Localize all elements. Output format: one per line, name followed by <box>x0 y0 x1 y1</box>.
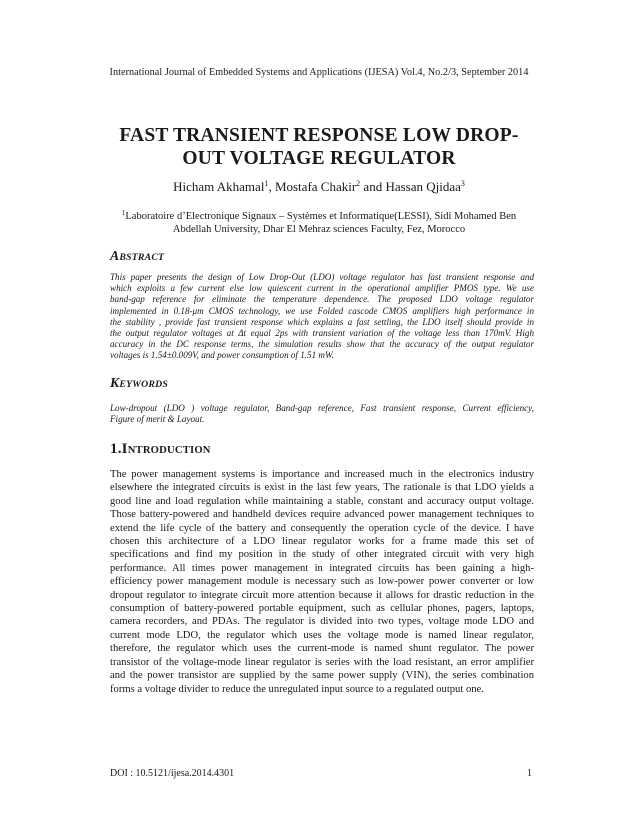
affiliation-text: Laboratoire d’Electronique Signaux – Systèmes et Informatique(LESSI), Sidi Mohamed Ben <box>125 211 517 222</box>
abstract-heading <box>110 248 164 264</box>
body-line: transistor of the voltage-mode linear regulator is series with the load resistant, an error amplifier <box>110 656 534 668</box>
heading-rest: NTRODUCTION <box>127 445 211 456</box>
heading-initial: A <box>110 248 120 263</box>
abstract-line: voltages is 1.54±0.009V, and power consumption of 1.51 mW. <box>110 350 334 361</box>
body-line: consumption of battery-powered portable equipment, such as cellular phones, pagers, laptops, <box>110 603 534 615</box>
heading-initial: K <box>110 375 120 390</box>
author-affiliation-mark: 1 <box>264 179 269 188</box>
affiliation-mark: 1 <box>121 209 126 217</box>
abstract-body <box>110 272 534 362</box>
body-line: The power management systems is importance and increased much in the electronics industry <box>110 469 534 480</box>
doi-footer: DOI : 10.5121/ijesa.2014.4301 <box>110 768 235 779</box>
title-line: OUT VOLTAGE REGULATOR <box>182 148 456 169</box>
page-number: 1 <box>527 768 532 779</box>
keywords-heading <box>110 375 168 391</box>
keywords-line: Figure of merit & Layout. <box>110 414 205 425</box>
affiliation-line: Abdellah University, Dhar El Mehraz sciences Faculty, Fez, Morocco <box>172 224 466 235</box>
body-line: extend the life cycle of the battery and consequently the operation cycle of the device. I have <box>110 522 534 534</box>
introduction-body <box>110 468 534 696</box>
abstract-line: band-gap reference for eliminate the temperature dependence. The proposed LDO voltage regulator <box>110 294 534 305</box>
affiliation-line <box>100 207 538 223</box>
author-affiliation-mark: 3 <box>460 179 465 188</box>
keywords-body <box>110 403 534 425</box>
body-line: Those battery-powered and handheld devices require advanced power management techniques to <box>110 509 534 521</box>
body-line: performance. All times power management in integrated circuits has been gaining a high- <box>110 562 534 574</box>
body-line: chosen this architecture of a LDO linear regulator works for a frame made this set of <box>110 536 534 548</box>
paper-title <box>80 124 558 170</box>
journal-header: International Journal of Embedded Systems and Applications (IJESA) Vol.4, No.2/3, September 2014 <box>109 67 529 78</box>
author-list <box>0 179 638 195</box>
body-line: therefore, the regulator which uses the current-mode is named shunt regulator. The power <box>110 643 534 655</box>
affiliation <box>100 207 538 236</box>
abstract-line: accuracy in the DC response terms, the simulation results show that the accuracy of the output regulator <box>110 339 534 350</box>
abstract-line: the output regulator voltages at Δt equal 2ps with transient variation of the voltage less than 170mV. High <box>110 328 534 339</box>
heading-rest: EYWORDS <box>119 379 169 390</box>
body-line: efficiency power management module is necessary such as low-power power converter or low <box>110 576 534 588</box>
title-line: FAST TRANSIENT RESPONSE LOW DROP- <box>119 125 519 146</box>
body-line: current mode LDO, the regulator which uses the voltage mode is named linear regulator, <box>110 629 534 641</box>
body-line: forms a voltage divider to reduce the unregulated input source to a regulated output one. <box>110 683 484 695</box>
body-line: good line and load regulation while maintaining a stable, constant and accuracy output voltage. <box>110 495 534 507</box>
author-name: and Hassan Qjidaa <box>360 179 461 194</box>
body-line: and the power transistor are supplied by the same power supply (VIN), the series combination <box>110 670 534 682</box>
body-line: dropout regulator to integrate circuit more attention because it allows for drastic reduction in the <box>110 589 534 601</box>
heading-initial: 1.I <box>110 441 128 457</box>
abstract-line: implemented in 0.18-μm CMOS technology, we use Folded cascode CMOS amplifiers high performance in <box>110 305 534 316</box>
introduction-heading <box>110 441 211 458</box>
abstract-line: which exploits a few current else low quiescent current in the operational amplifier PMOS type. We use <box>110 283 534 294</box>
abstract-line: the stability , provide fast transient response which explains a fast settling, the LDO itself should provide in <box>110 316 534 327</box>
author-name: , Mostafa Chakir <box>268 179 357 194</box>
body-line: elsewhere the integrated circuits is exist in the last few years, The rationale is that LDO yields a <box>110 482 534 494</box>
keywords-line: Low-dropout (LDO ) voltage regulator, Band-gap reference, Fast transient response, Current efficiency, <box>110 403 534 413</box>
heading-rest: BSTRACT <box>119 252 165 263</box>
author-name: Hicham Akhamal <box>173 179 265 194</box>
author-affiliation-mark: 2 <box>356 179 361 188</box>
body-line: camera recorders, and PDAs. The regulator is divided into two types, voltage mode LDO and <box>110 616 534 628</box>
body-line: specifications and find my position in the study of other integrated circuit with very high <box>110 549 534 561</box>
abstract-line: This paper presents the design of Low Drop-Out (LDO) voltage regulator has fast transient response and <box>110 272 534 282</box>
